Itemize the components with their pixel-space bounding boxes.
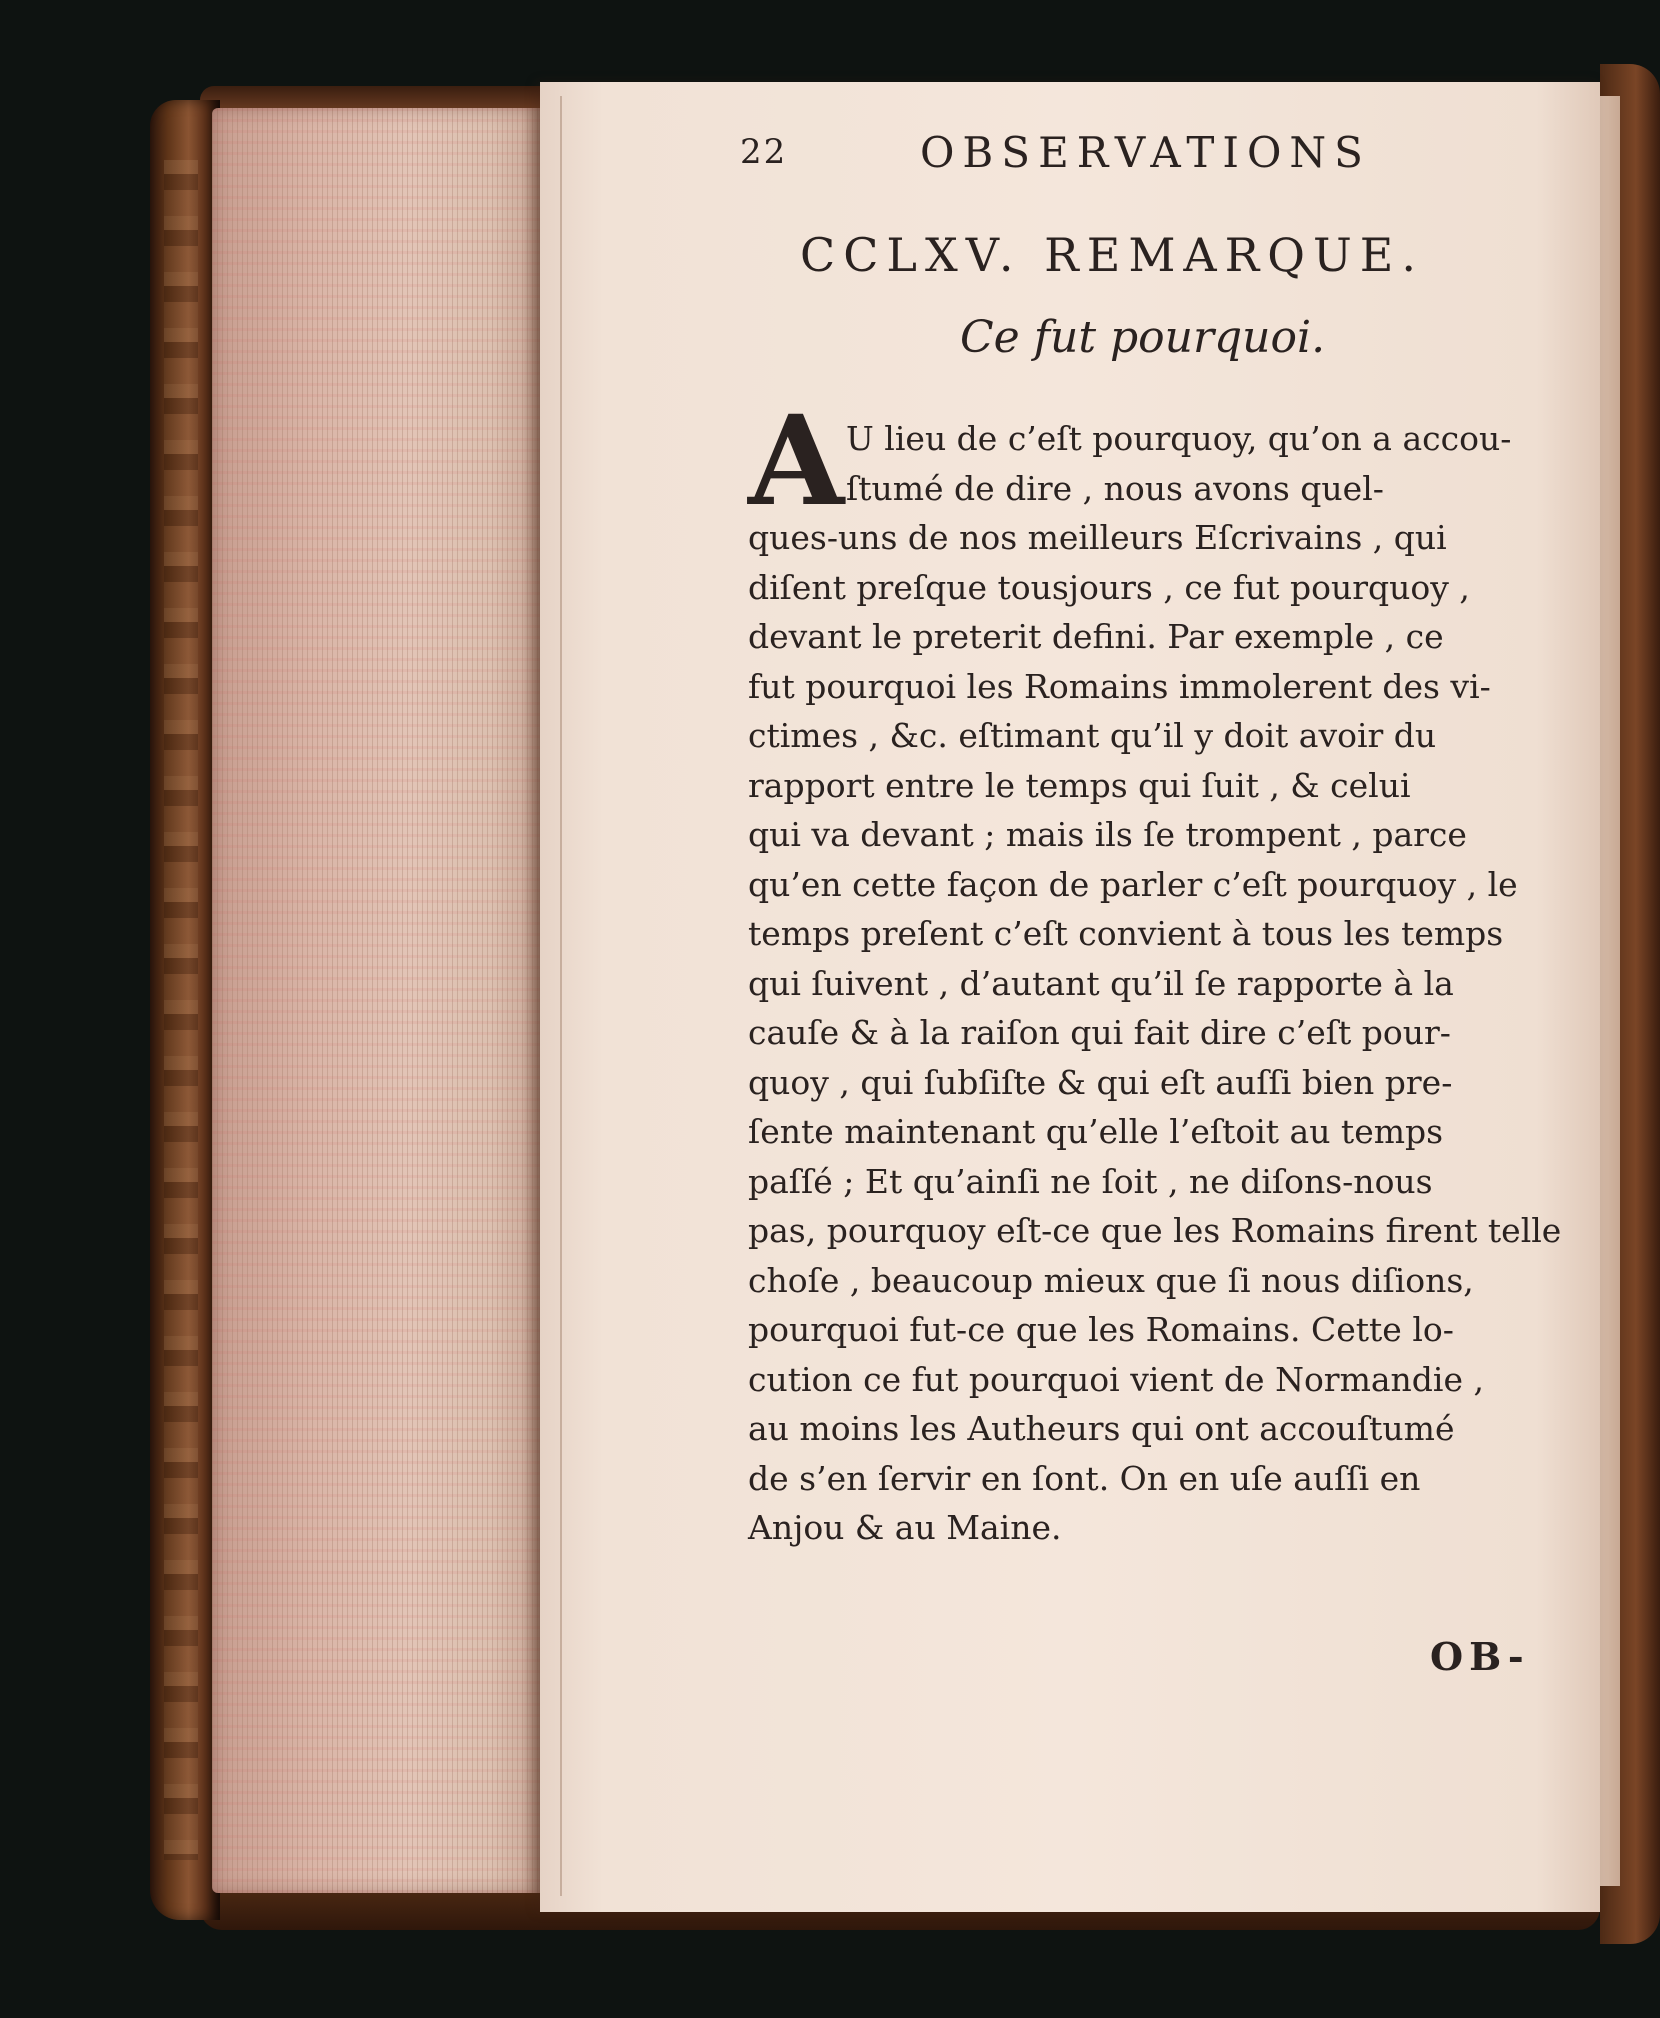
catchword: OB-: [1430, 1634, 1530, 1679]
text-line: ſente maintenant qu’elle l’eſtoit au temps: [748, 1112, 1444, 1151]
text-line: pas, pourquoy eſt-ce que les Romains firent telle: [748, 1211, 1562, 1250]
text-line: fut pourquoi les Romains immolerent des vi-: [748, 666, 1491, 706]
text-line: de s’en ſervir en ſont. On en uſe auſſi en: [748, 1458, 1421, 1498]
text-line: au moins les Autheurs qui ont accouſtumé: [748, 1409, 1455, 1448]
text-line: cution ce fut pourquoi vient de Normandie ,: [748, 1359, 1484, 1399]
running-head: OBSERVATIONS: [920, 128, 1371, 177]
text-line: devant le preterit defini. Par exemple , ce: [748, 617, 1444, 656]
text-line: quoy , qui ſubſiſte & qui eſt auſſi bien pre-: [748, 1062, 1453, 1102]
book-spine: [150, 100, 220, 1920]
section-subtitle: Ce fut pourquoi.: [960, 312, 1326, 363]
section-title: CCLXV. REMARQUE.: [800, 228, 1424, 282]
text-line: ques-uns de nos meilleurs Eſcrivains , qui: [748, 518, 1447, 557]
text-line: qu’en cette façon de parler c’eſt pourquoy , le: [748, 864, 1518, 904]
page-gutter-line: [560, 96, 562, 1896]
text-line: qui ſuivent , d’autant qu’il ſe rapporte à la: [748, 963, 1454, 1003]
text-line: temps preſent c’eſt convient à tous les temps: [748, 914, 1504, 953]
page-edges-stack: [212, 108, 540, 1893]
page-number: 22: [740, 132, 788, 172]
drop-cap: A: [748, 389, 845, 534]
body-text: [748, 414, 1562, 1553]
text-line: diſent preſque tousjours , ce fut pourquoy ,: [748, 567, 1470, 607]
text-line: paſſé ; Et qu’ainſi ne ſoit , ne diſons-nous: [748, 1161, 1433, 1201]
text-line: choſe , beaucoup mieux que ſi nous diſions,: [748, 1260, 1474, 1300]
text-line: pourquoi fut-ce que les Romains. Cette lo-: [748, 1310, 1454, 1349]
text-line: ctimes , &c. eſtimant qu’il y doit avoir du: [748, 716, 1437, 755]
text-line: cauſe & à la raiſon qui fait dire c’eſt pour-: [748, 1013, 1451, 1052]
text-line: rapport entre le temps qui ſuit , & celui: [748, 765, 1411, 805]
text-line: U lieu de c’eſt pourquoy, qu’on a accou-: [846, 419, 1512, 458]
text-line: Anjou & au Maine.: [748, 1508, 1062, 1547]
text-line: qui va devant ; mais ils ſe trompent , parce: [748, 815, 1467, 854]
text-line: ſtumé de dire , nous avons quel-: [846, 468, 1384, 508]
